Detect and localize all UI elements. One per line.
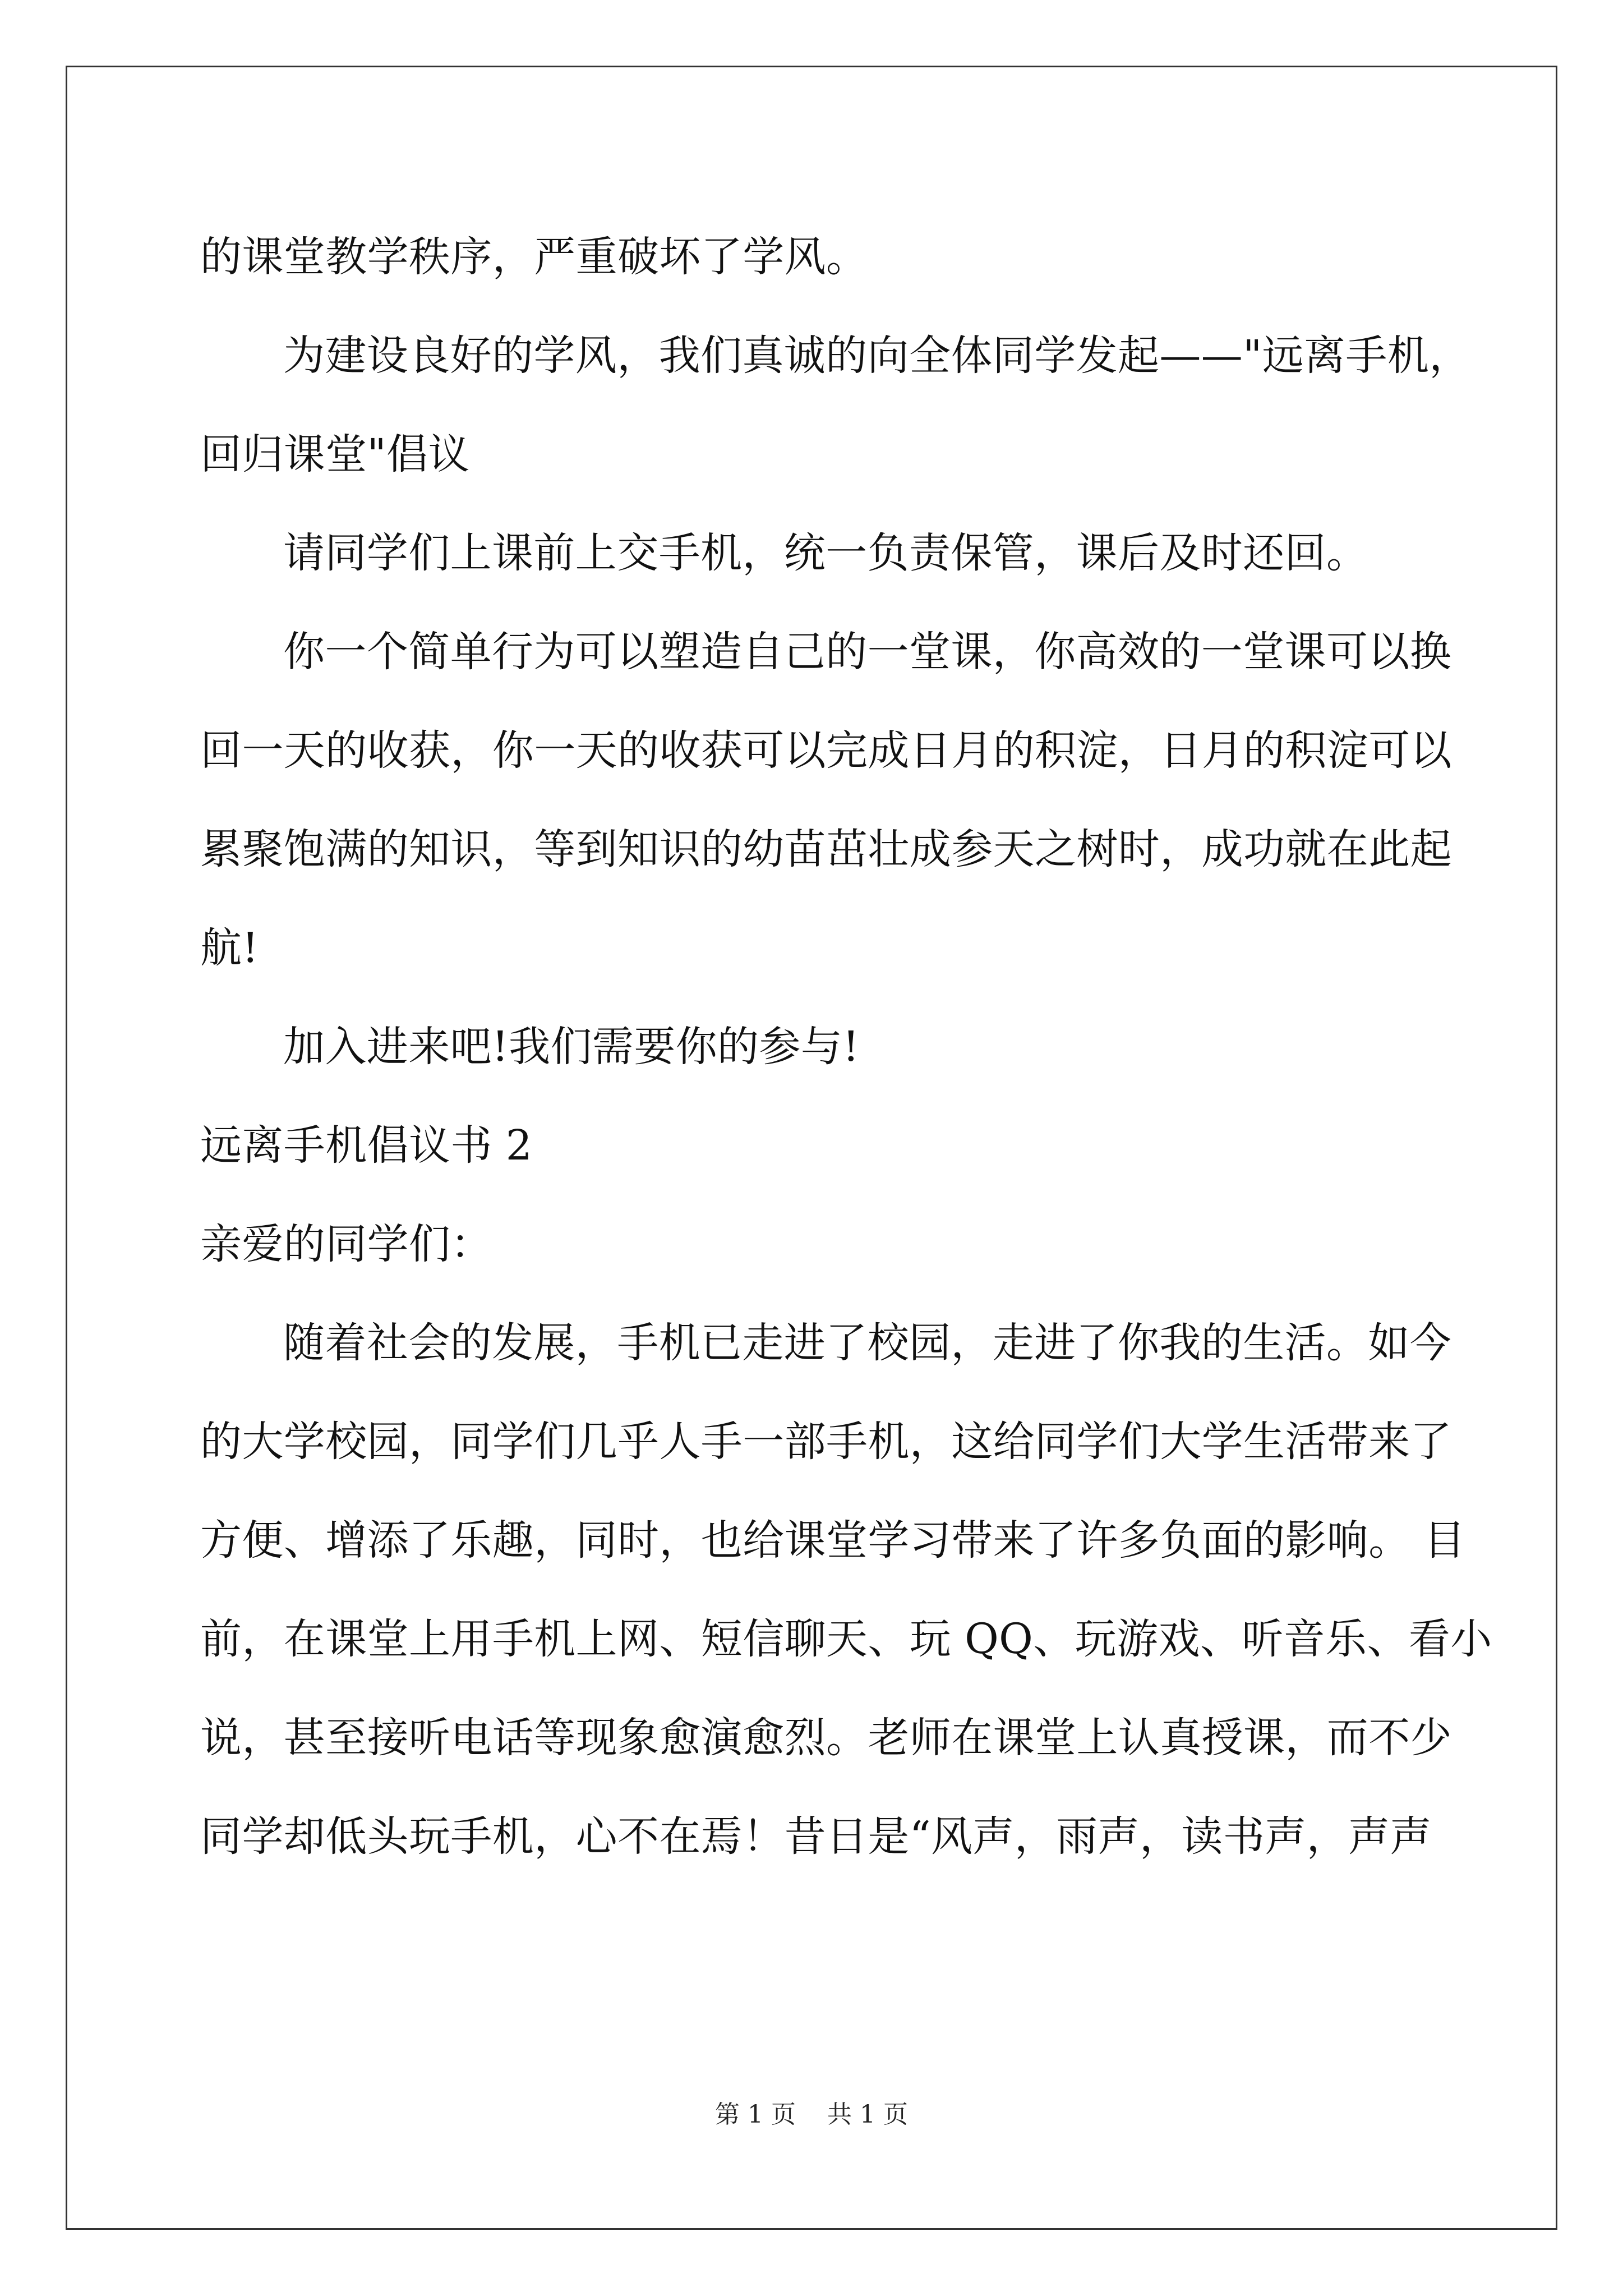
text-line: 累聚饱满的知识，等到知识的幼苗茁壮成参天之树时，成功就在此起 <box>200 825 1452 873</box>
page-total: 共 1 页 <box>827 2100 908 2129</box>
text-line: 方便、增添了乐趣，同时，也给课堂学习带来了许多负面的影响。 目 <box>200 1516 1465 1565</box>
text-line: 为建设良好的学风，我们真诚的向全体同学发起——"远离手机， <box>283 332 1471 380</box>
text-line: 的大学校园，同学们几乎人手一部手机，这给同学们大学生活带来了 <box>200 1418 1452 1466</box>
text-line: 你一个简单行为可以塑造自己的一堂课，你高效的一堂课可以换 <box>283 628 1452 676</box>
section-heading: 远离手机倡议书 2 <box>200 1121 533 1170</box>
salutation: 亲爱的同学们： <box>200 1220 492 1268</box>
text-line: 说，甚至接听电话等现象愈演愈烈。老师在课堂上认真授课，而不少 <box>200 1714 1452 1762</box>
document-body <box>200 208 1492 1886</box>
text-line: 的课堂教学秩序，严重破坏了学风。 <box>200 233 868 281</box>
text-line: 前，在课堂上用手机上网、短信聊天、玩 QQ、玩游戏、听音乐、看小 <box>200 1615 1492 1663</box>
text-line: 回归课堂"倡议 <box>200 430 470 478</box>
page-footer <box>0 2098 1623 2132</box>
text-line: 回一天的收获，你一天的收获可以完成日月的积淀，日月的积淀可以 <box>200 726 1452 775</box>
page-number: 第 1 页 <box>715 2100 796 2129</box>
text-line: 随着社会的发展，手机已走进了校园，走进了你我的生活。如今 <box>283 1319 1452 1367</box>
text-line: 加入进来吧!我们需要你的参与! <box>283 1023 860 1071</box>
text-line: 请同学们上课前上交手机，统一负责保管，课后及时还回。 <box>283 529 1368 577</box>
text-line: 同学却低头玩手机，心不在焉！昔日是“风声，雨声，读书声，声声 <box>200 1812 1432 1861</box>
text-line: 航! <box>200 924 259 972</box>
